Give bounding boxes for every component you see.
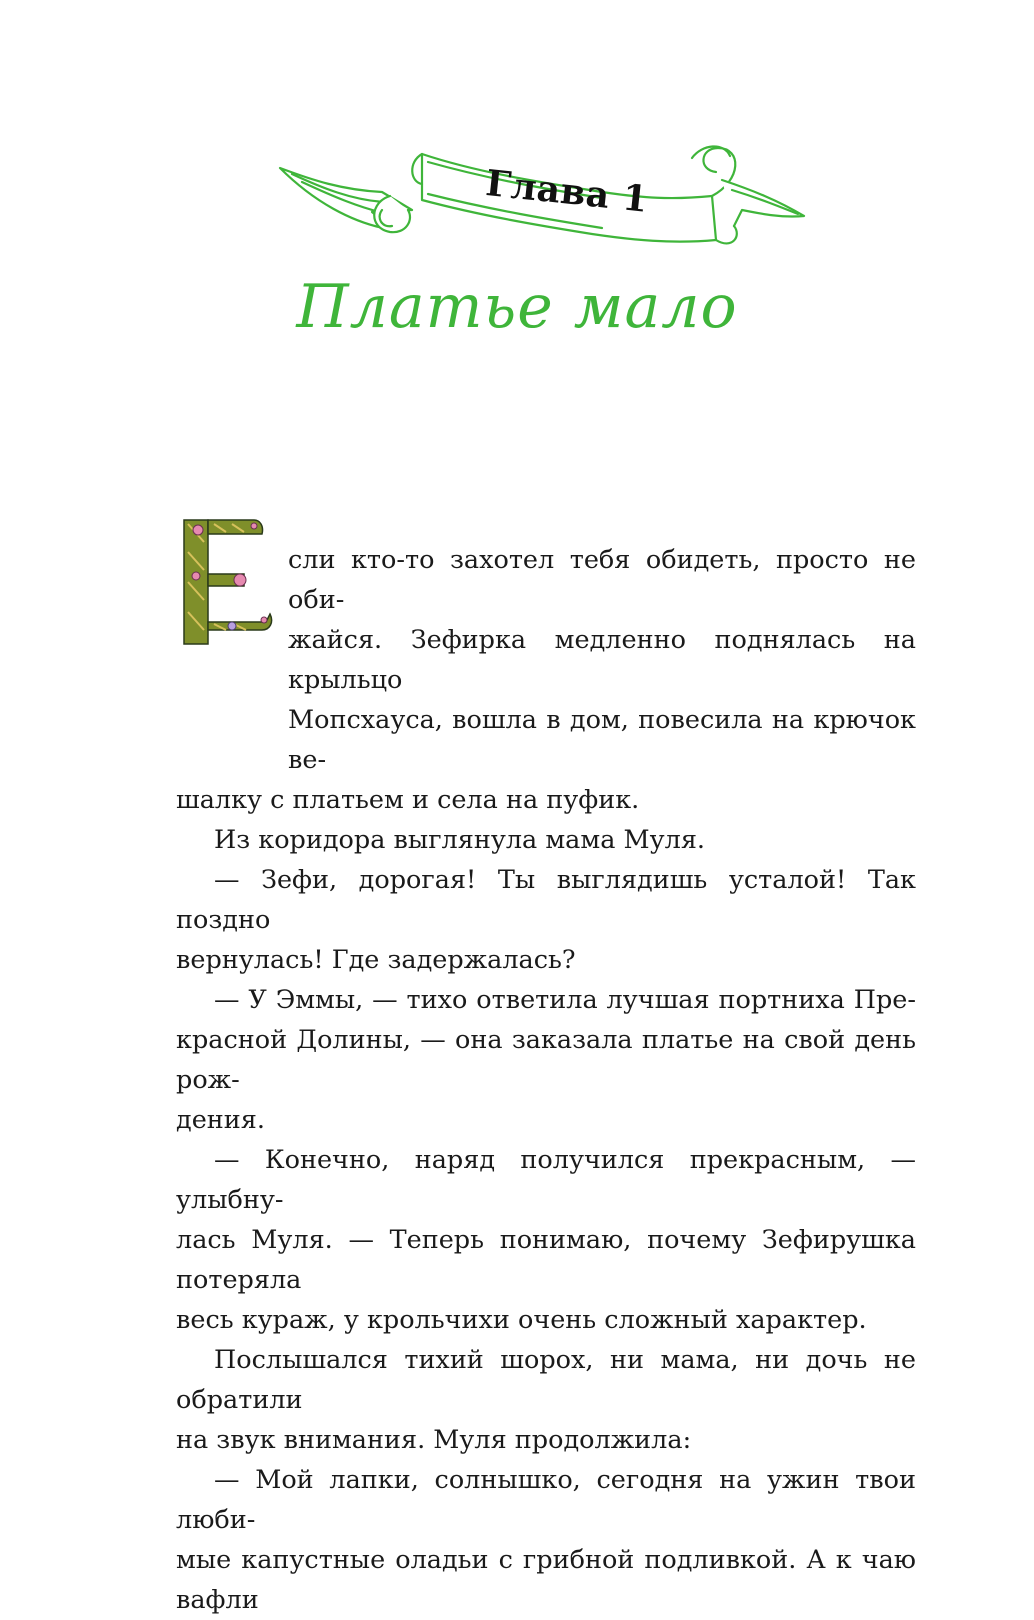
chapter-title: Платье мало	[296, 272, 738, 342]
text-line: на звук внимания. Муля продолжила:	[176, 1425, 692, 1455]
text-line: вернулась! Где задержалась?	[176, 945, 576, 975]
text-line: жайся. Зефирка медленно поднялась на крыльцо	[288, 625, 916, 695]
text-line: шалку с платьем и села на пуфик.	[176, 785, 640, 815]
chapter-label: Глава 1	[483, 162, 651, 221]
text-line: мые капустные оладьи с грибной подливкой. А к чаю вафли	[176, 1545, 916, 1615]
text-line: Послышался тихий шорох, ни мама, ни дочь не обратили	[176, 1345, 916, 1415]
text-line: лась Муля. — Теперь понимаю, почему Зефирушка потеряла	[176, 1225, 916, 1295]
paragraphs	[176, 820, 916, 1620]
text-line: — Мой лапки, солнышко, сегодня на ужин твои люби-	[176, 1465, 916, 1535]
text-line: сли кто-то захотел тебя обидеть, просто не оби-	[288, 545, 916, 615]
text-line: красной Долины, — она заказала платье на свой день рож-	[176, 1025, 916, 1095]
text-line: Мопсхауса, вошла в дом, повесила на крючок ве-	[288, 705, 916, 775]
text-line: — Конечно, наряд получился прекрасным, — улыбну-	[176, 1145, 916, 1215]
text-line: дения.	[176, 1105, 265, 1135]
text-line: Из коридора выглянула мама Муля.	[214, 825, 706, 855]
text-line: — У Эммы, — тихо ответила лучшая портниха Пре-	[214, 985, 916, 1015]
body-text	[176, 540, 916, 1620]
text-line: — Зефи, дорогая! Ты выглядишь усталой! Так поздно	[176, 865, 916, 935]
text-line: весь кураж, у крольчихи очень сложный характер.	[176, 1305, 867, 1335]
